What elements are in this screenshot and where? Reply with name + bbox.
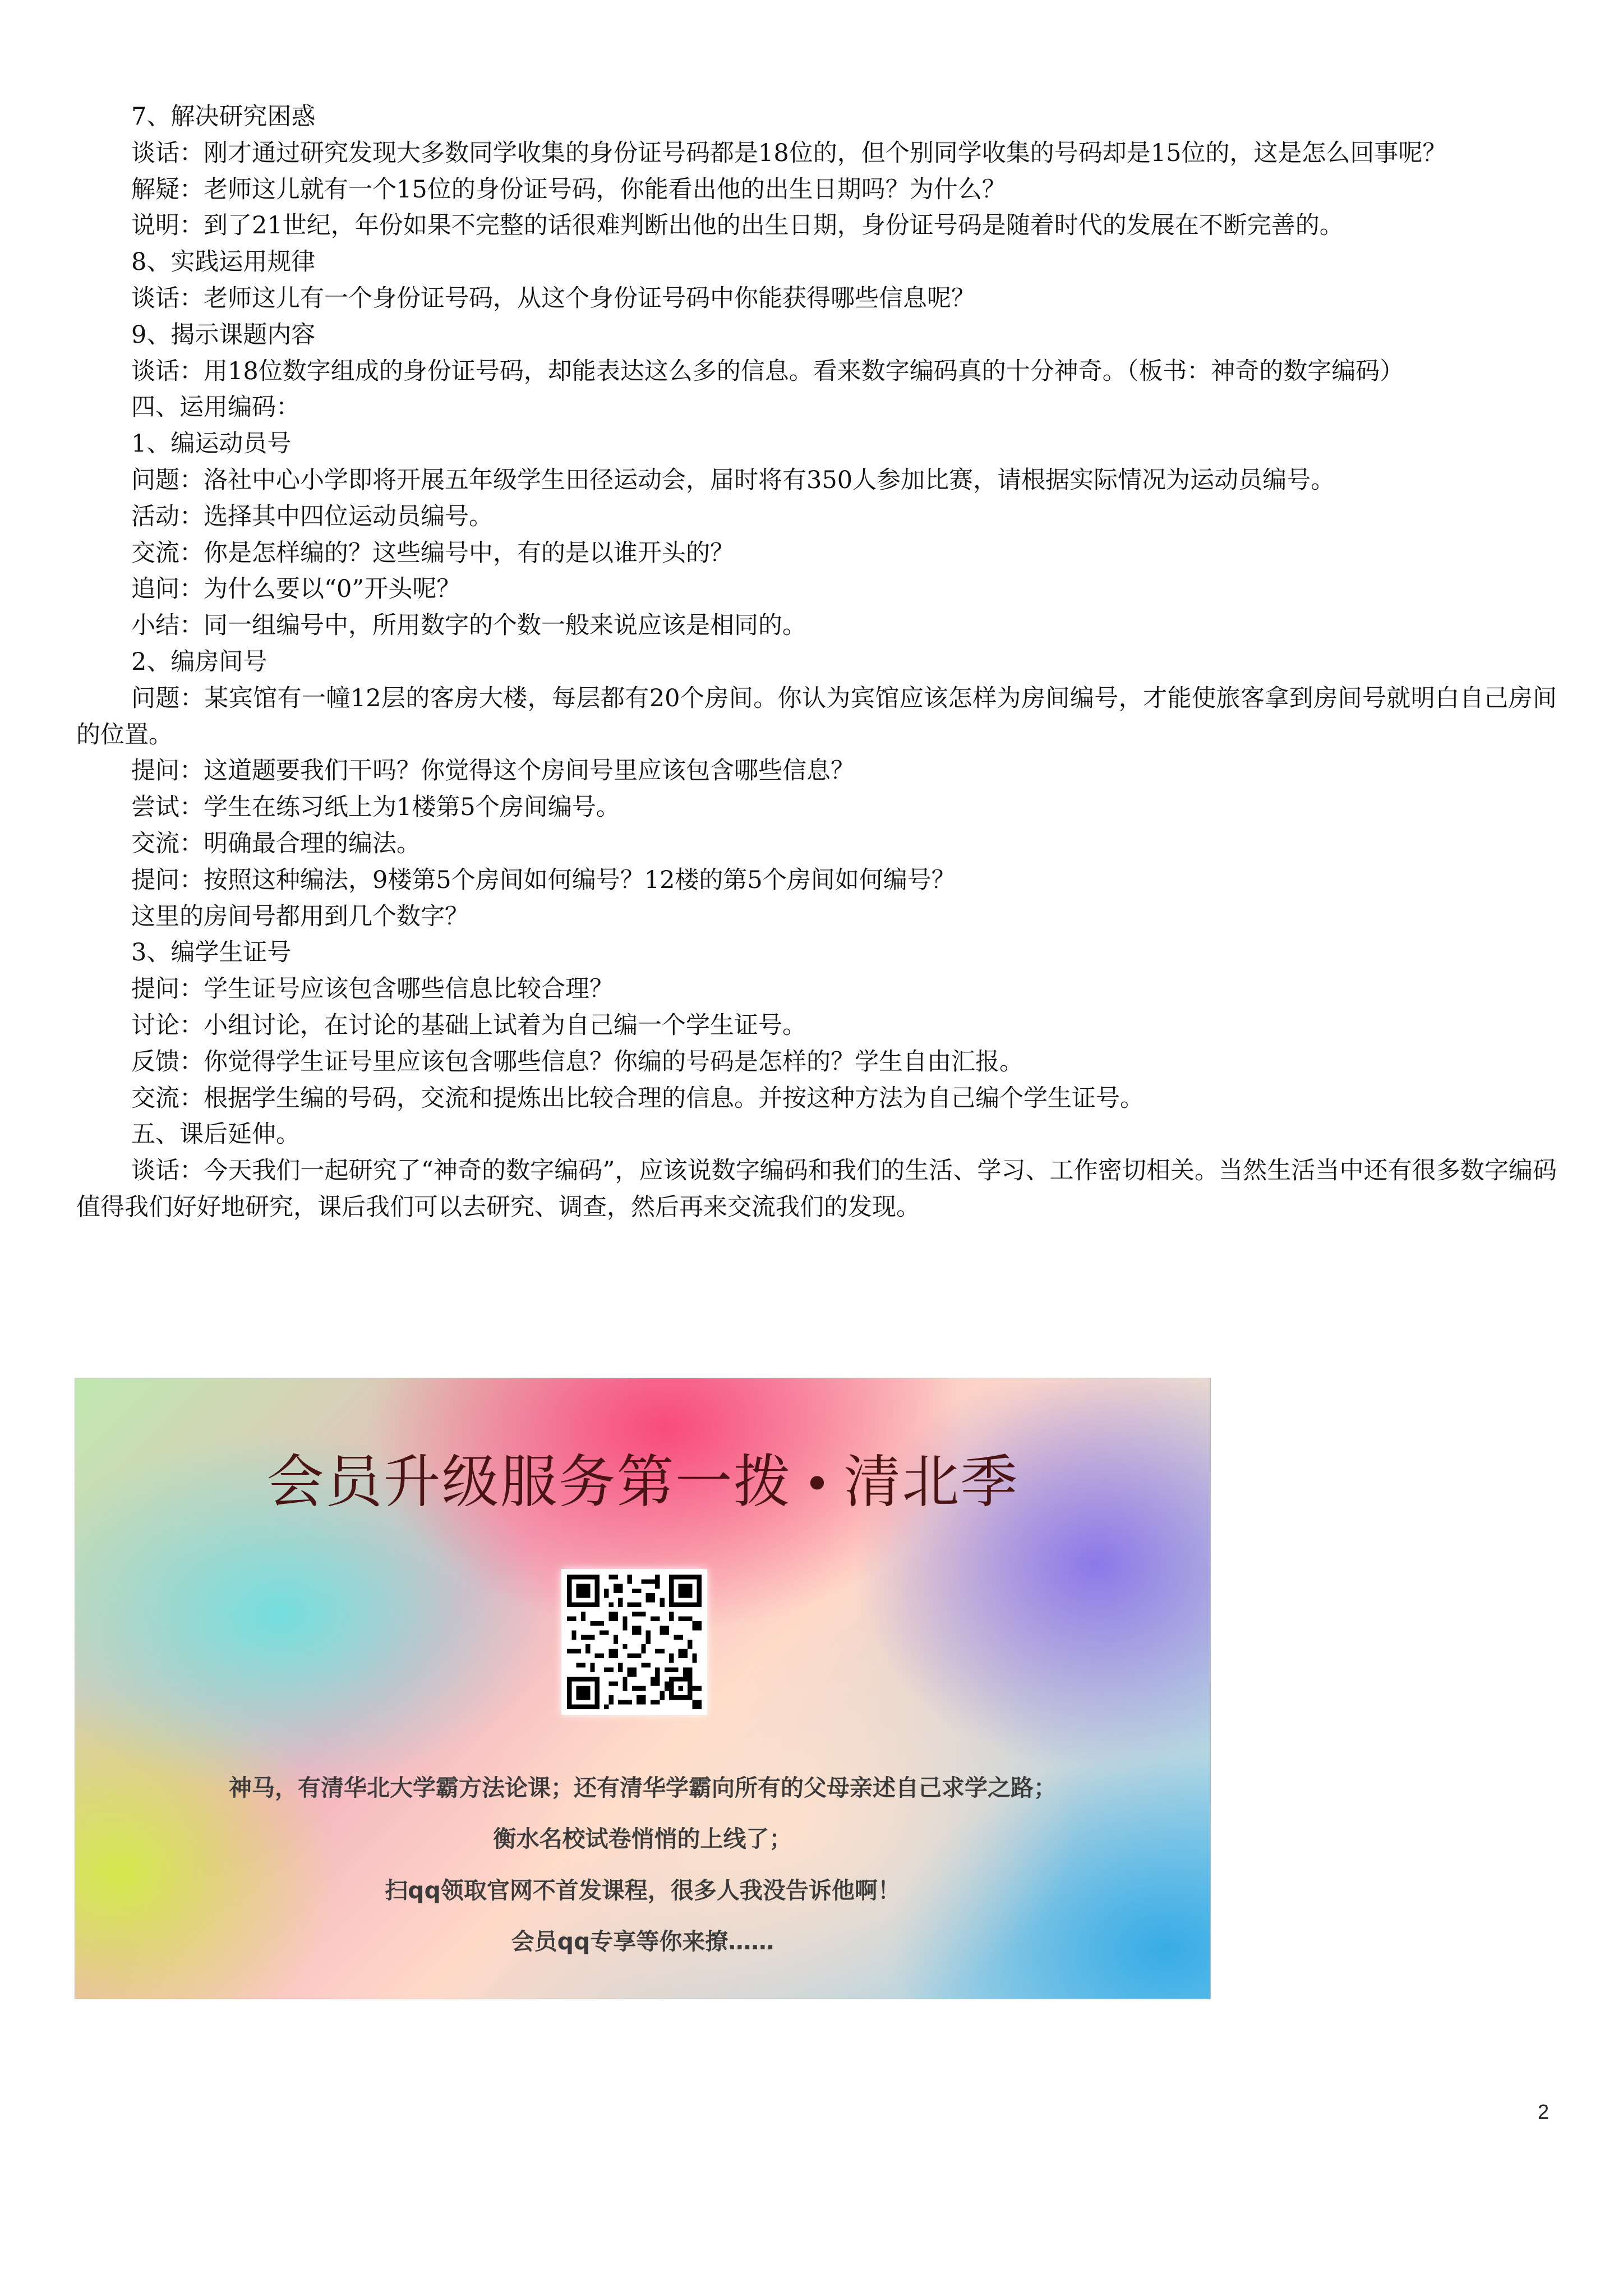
page-number: 2 [1538,2100,1550,2123]
section-heading: 五、课后延伸。 [131,1120,300,1149]
section-heading: 2、编房间号 [131,647,268,676]
promo-banner [75,1378,1211,1999]
banner-title: 会员升级服务第一拨 • 清北季 [266,1451,1019,1515]
section-heading: 1、编运动员号 [131,430,292,458]
paragraph: 提问：这道题要我们干吗？你觉得这个房间号里应该包含哪些信息？ [131,757,855,785]
paragraph: 提问：按照这种编法，9楼第5个房间如何编号？12楼的第5个房间如何编号？ [131,866,956,894]
qr-code-graphic [567,1575,702,1709]
paragraph: 活动：选择其中四位运动员编号。 [131,502,493,531]
qr-code-icon[interactable] [561,1569,707,1715]
paragraph: 谈话：刚才通过研究发现大多数同学收集的身份证号码都是18位的，但个别同学收集的号码却是15位的，这是怎么回事呢？ [131,139,1447,167]
paragraph: 反馈：你觉得学生证号里应该包含哪些信息？你编的号码是怎样的？学生自由汇报。 [131,1047,1023,1076]
paragraph: 讨论：小组讨论，在讨论的基础上试着为自己编一个学生证号。 [131,1011,806,1039]
paragraph: 谈话：用18位数字组成的身份证号码，却能表达这么多的信息。看来数字编码真的十分神奇。（板书：神奇的数字编码） [131,357,1404,385]
section-heading: 四、运用编码： [131,393,300,422]
banner-line: 会员qq专享等你来撩…… [511,1928,774,1955]
lesson-text [76,99,1557,1226]
paragraph: 小结：同一组编号中，所用数字的个数一般来说应该是相同的。 [131,611,806,640]
paragraph: 交流：明确最合理的编法。 [131,829,421,858]
paragraph: 这里的房间号都用到几个数字？ [131,902,469,931]
paragraph: 问题：洛社中心小学即将开展五年级学生田径运动会，届时将有350人参加比赛，请根据实际情况为运动员编号。 [131,466,1335,494]
section-heading: 9、揭示课题内容 [131,320,316,349]
paragraph: 交流：你是怎样编的？这些编号中，有的是以谁开头的？ [131,539,734,567]
paragraph: 交流：根据学生编的号码，交流和提炼出比较合理的信息。并按这种方法为自己编个学生证号。 [131,1084,1144,1112]
banner-line: 扫qq领取官网不首发课程，很多人我没告诉他啊！ [385,1877,901,1904]
banner-line: 衡水名校试卷悄悄的上线了； [493,1825,792,1852]
paragraph: 解疑：老师这儿就有一个15位的身份证号码，你能看出他的出生日期吗？为什么？ [131,175,1006,204]
paragraph: 追问：为什么要以“0”开头呢？ [131,575,461,604]
section-heading: 7、解决研究困惑 [131,103,316,131]
paragraph: 问题：某宾馆有一幢12层的客房大楼，每层都有20个房间。你认为宾馆应该怎样为房间编号，才能使旅客拿到房间号就明白自己房间的位置。 [76,684,1557,749]
paragraph: 说明：到了21世纪，年份如果不完整的话很难判断出他的出生日期，身份证号码是随着时代的发展在不断完善的。 [131,211,1344,240]
paragraph: 尝试：学生在练习纸上为1楼第5个房间编号。 [131,793,620,822]
paragraph: 谈话：老师这儿有一个身份证号码，从这个身份证号码中你能获得哪些信息呢？ [131,284,975,312]
paragraph: 提问：学生证号应该包含哪些信息比较合理？ [131,975,614,1004]
paragraph: 谈话：今天我们一起研究了“神奇的数字编码”，应该说数字编码和我们的生活、学习、工作密切相关。当然生活当中还有很多数字编码值得我们好好地研究，课后我们可以去研究、调查，然后再来交流我们的发现。 [76,1157,1557,1221]
banner-line: 神马，有清华北大学霸方法论课；还有清华学霸向所有的父母亲述自己求学之路； [229,1774,1057,1801]
section-heading: 8、实践运用规律 [131,248,316,277]
section-heading: 3、编学生证号 [131,938,292,967]
